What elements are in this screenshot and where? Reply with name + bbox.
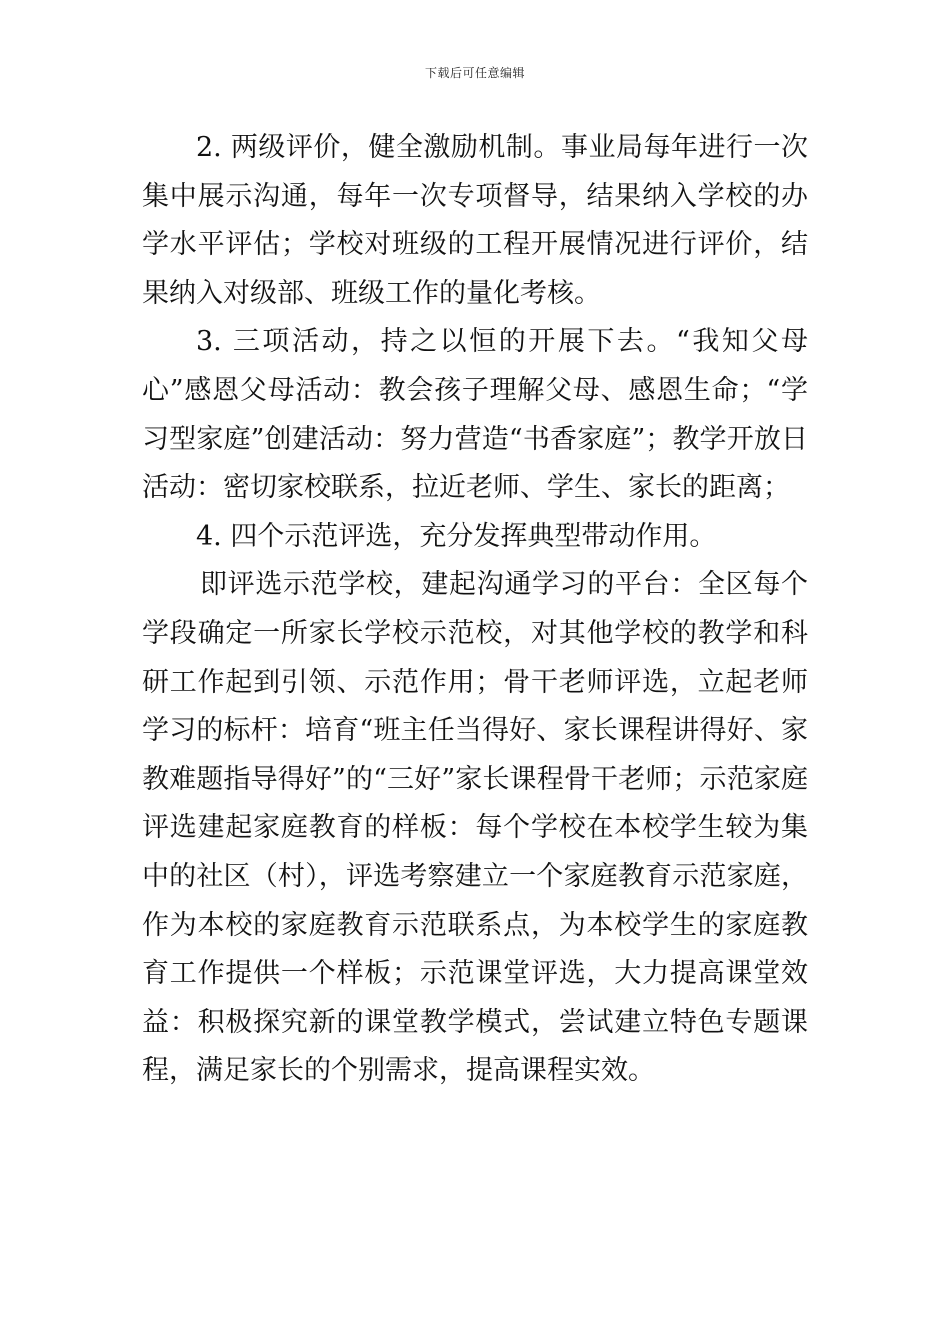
document-body — [142, 124, 808, 1096]
paragraph-two-level-evaluation: 2. 两级评价，健全激励机制。事业局每年进行一次集中展示沟通，每年一次专项督导，结果纳入学校的办学水平评估；学校对班级的工程开展情况进行评价，结果纳入对级部、班级工作的量化考核。 — [142, 132, 808, 309]
paragraph-three-activities: 3. 三项活动，持之以恒的开展下去。“我知父母心”感恩父母活动：教会孩子理解父母、感恩生命；“学习型家庭”创建活动：努力营造“书香家庭”；教学开放日活动：密切家校联系，拉近老师、学生、家长的距离； — [142, 326, 808, 504]
paragraph-four-selections: 4. 四个示范评选，充分发挥典型带动作用。 — [196, 520, 717, 552]
paragraph-selection-details: 即评选示范学校，建起沟通学习的平台：全区每个学段确定一所家长学校示范校，对其他学校的教学和科研工作起到引领、示范作用；骨干老师评选，立起老师学习的标杆：培育“班主任当得好、家长课程讲得好、家教难题指导得好”的“三好”家长课程骨干老师；示范家庭评选建起家庭教育的样板：每个学校在本校学生较为集中的社区（村），评选考察建立一个家庭教育示范家庭，作为本校的家庭教育示范联系点，为本校学生的家庭教育工作提供一个样板；示范课堂评选，大力提高课堂效益：积极探究新的课堂教学模式，尝试建立特色专题课程，满足家长的个别需求，提高课程实效。 — [142, 569, 808, 1087]
page-header: 下载后可任意编辑 — [424, 66, 525, 80]
